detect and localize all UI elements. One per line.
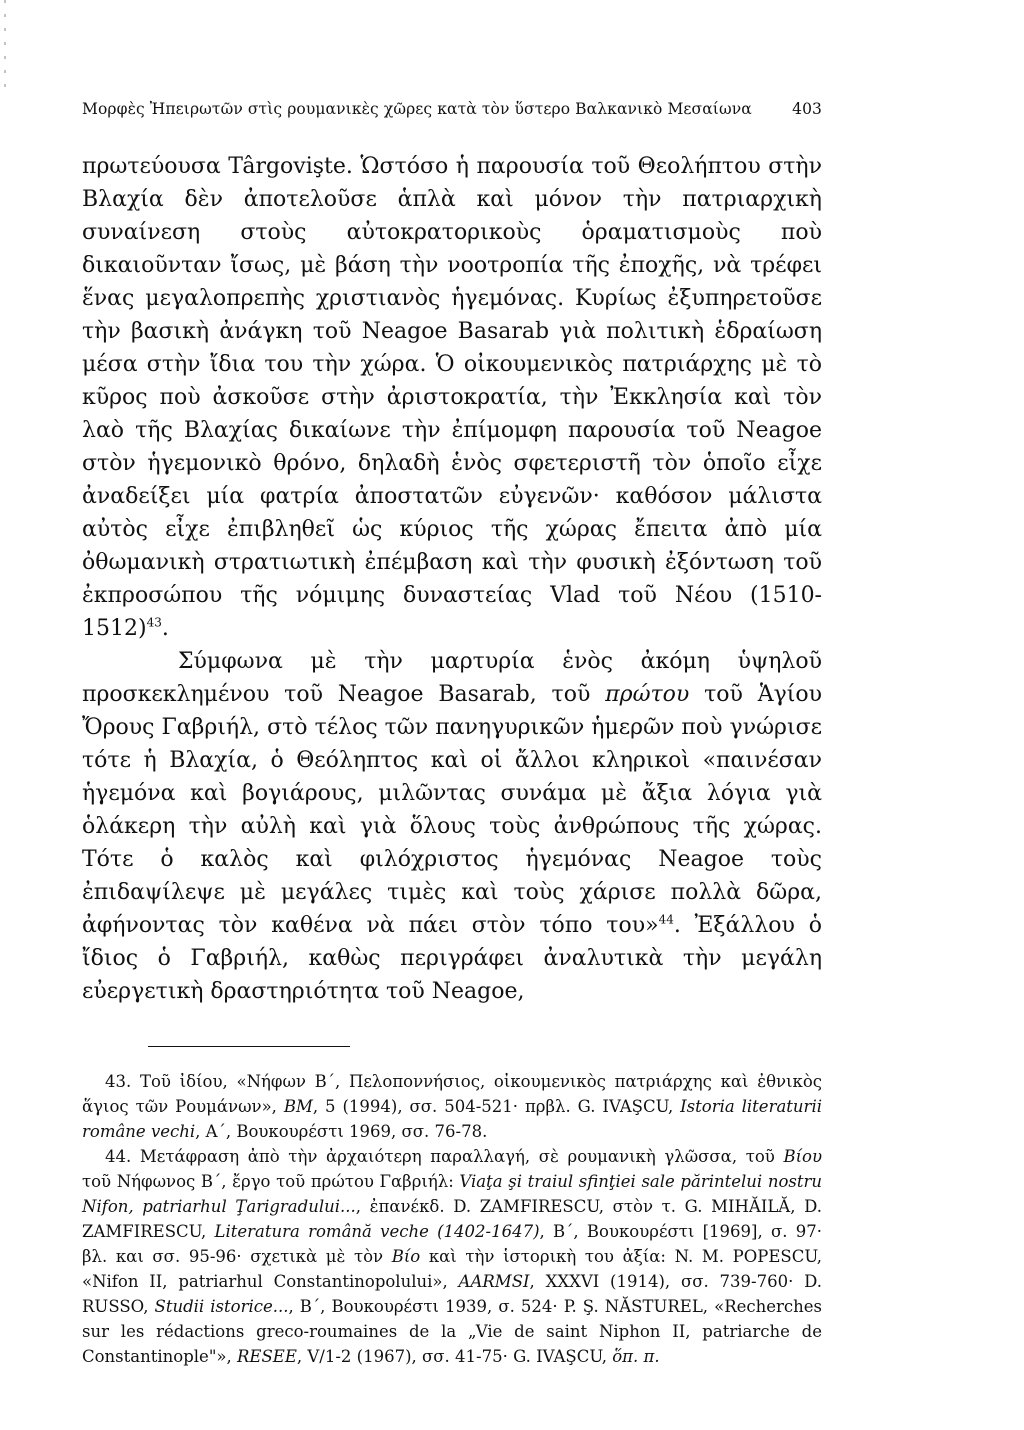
footnote-43-text-a: 43. Τοῦ ἰδίου, «Νήφων Β΄, Πελοποννήσιος, οἰκουμενικὸς πατριάρχης καὶ ἐθνικὸς ἅγιος τῶν Ρουμάνων», [82,1072,822,1116]
footnote-ref-44[interactable]: 44 [658,912,674,927]
footnote-44-italic-8: ὅπ. π. [612,1347,660,1366]
footnote-44-text-b: τοῦ Νήφωνος Β΄, ἔργο τοῦ πρώτου Γαβριήλ: [82,1172,460,1191]
body-text [82,150,822,1008]
scan-edge-artifact [4,0,6,90]
footnote-44-italic-4: Βίο [391,1247,421,1266]
footnote-44-italic-7: RESEE [237,1347,297,1366]
book-page [82,100,822,1369]
paragraph-2-text-a: Σύμφωνα μὲ τὴν μαρτυρία ἑνὸς ἀκόμη ὑψηλοῦ προσκεκλημένου τοῦ Neagoe Basarab, τοῦ [82,649,822,707]
footnote-44-text-g: , Β΄, Βουκουρέστι 1939, σ. 524· P. Ş. NĂSTUREL, «Recherches sur les rédactions greco-roumaines de la „Vie de saint Niphon II, patriarche de Constantinople"», [82,1297,823,1366]
footnote-44-text-f: , XXXVI (1914), σσ. 739-760· D. RUSSO, [82,1272,823,1316]
footnote-44-text-e: καὶ τὴν ἱστορικὴ του ἀξία: N. M. POPESCU, «Nifon II, patriarhul Constantinopolului», [82,1247,822,1291]
paragraph-1 [82,150,822,645]
footnote-44-text-d: , Β΄, Βουκουρέστι [1969], σ. 97· βλ. και σσ. 95-96· σχετικὰ μὲ τὸν [82,1222,822,1266]
footnote-ref-43[interactable]: 43 [146,615,162,630]
footnote-43-book-title: Istoria literaturii române vechi [82,1097,822,1141]
footnote-43 [82,1069,822,1144]
footnote-44-italic-5: AARMSI [458,1272,530,1291]
footnote-44-italic-3: Literatura română veche (1402-1647) [214,1222,540,1241]
paragraph-2-text-b: τοῦ Ἁγίου Ὄρους Γαβριήλ, στὸ τέλος τῶν πανηγυρικῶν ἡμερῶν ποὺ γνώρισε τότε ἡ Βλαχία, ὁ Θεόληπτος καὶ οἱ ἄλλοι κληρικοὶ «παινέσαν ἡγεμόνα καὶ βογιάρους, μιλῶντας συνάμα μὲ ἄξια λόγια γιὰ ὁλάκερη τὴν αὐλὴ καὶ γιὰ ὅλους τοὺς ἀνθρώπους τῆς χώρας. Τότε ὁ καλὸς καὶ φιλόχριστος ἡγεμόνας Neagoe τοὺς ἐπιδαψίλεψε μὲ μεγάλες τιμὲς καὶ τοὺς χάρισε πολλὰ δῶρα, ἀφήνοντας τὸν καθένα νὰ πάει στὸν τόπο του» [82,682,823,938]
footnote-44-italic-6: Studii istorice... [154,1297,289,1316]
footnote-44-italic-2: Viaţa şi traiul sfinţiei sale părintelui nostru Nifon, patriarhul Ţarigradului... [82,1172,822,1216]
page-number: 403 [792,100,822,118]
footnote-44 [82,1144,822,1369]
paragraph-2-text-c: . Ἐξάλλου ὁ ἴδιος ὁ Γαβριήλ, καθὼς περιγράφει ἀναλυτικὰ τὴν μεγάλη εὐεργετικὴ δραστηριότητα τοῦ Neagoe, [82,913,822,1004]
paragraph-2 [82,645,822,1008]
footnote-44-text-a: 44. Μετάφραση ἀπὸ τὴν ἀρχαιότερη παραλλαγή, σὲ ρουμανικὴ γλῶσσα, τοῦ [105,1147,784,1166]
footnote-divider [148,1046,350,1047]
emphasis-protos: πρώτου [605,682,690,707]
footnote-43-text-c: , Α΄, Βουκουρέστι 1969, σσ. 76-78. [195,1122,488,1141]
paragraph-1-end: . [161,616,169,641]
footnote-43-text-b: , 5 (1994), σσ. 504-521· πρβλ. G. IVAŞCU, [312,1097,681,1116]
running-head-title: Μορφὲς Ἠπειρωτῶν στὶς ρουμανικὲς χῶρες κατὰ τὸν ὕστερο Βαλκανικὸ Μεσαίωνα [82,100,752,118]
running-head [82,100,822,118]
footnotes [82,1069,822,1369]
footnote-44-text-h: , V/1-2 (1967), σσ. 41-75· G. IVAŞCU, [296,1347,613,1366]
footnote-44-italic-1: Βίου [783,1147,822,1166]
paragraph-1-text: πρωτεύουσα Târgovişte. Ὡστόσο ἡ παρουσία τοῦ Θεολήπτου στὴν Βλαχία δὲν ἀποτελοῦσε ἁπλὰ καὶ μόνον τὴν πατριαρχικὴ συναίνεση στοὺς αὐτοκρατορικοὺς ὁραματισμοὺς ποὺ δικαιοῦνταν ἴσως, μὲ βάση τὴν νοοτροπία τῆς ἐποχῆς, νὰ τρέφει ἕνας μεγαλοπρεπὴς χριστιανὸς ἡγεμόνας. Κυρίως ἐξυπηρετοῦσε τὴν βασικὴ ἀνάγκη τοῦ Neagoe Basarab γιὰ πολιτικὴ ἑδραίωση μέσα στὴν ἴδια του τὴν χώρα. Ὁ οἰκουμενικὸς πατριάρχης μὲ τὸ κῦρος ποὺ ἀσκοῦσε στὴν ἀριστοκρατία, τὴν Ἐκκλησία καὶ τὸν λαὸ τῆς Βλαχίας δικαίωνε τὴν ἐπίμομφη παρουσία τοῦ Neagoe στὸν ἡγεμονικὸ θρόνο, δηλαδὴ ἑνὸς σφετεριστῆ τὸν ὁποῖο εἶχε ἀναδείξει μία φατρία ἀποστατῶν εὐγενῶν· καθόσον μάλιστα αὐτὸς εἶχε ἐπιβληθεῖ ὡς κύριος τῆς χώρας ἔπειτα ἀπὸ μία ὀθωμανικὴ στρατιωτικὴ ἐπέμβαση καὶ τὴν φυσικὴ ἐξόντωση τοῦ ἐκπροσώπου τῆς νόμιμης δυναστείας Vlad τοῦ Νέου (1510-1512) [82,154,822,641]
footnote-44-text-c: , ἐπανέκδ. D. ZAMFIRESCU, στὸν τ. G. MIHĂILĂ, D. ZAMFIRESCU, [82,1197,822,1241]
footnote-43-journal: BM [283,1097,313,1116]
